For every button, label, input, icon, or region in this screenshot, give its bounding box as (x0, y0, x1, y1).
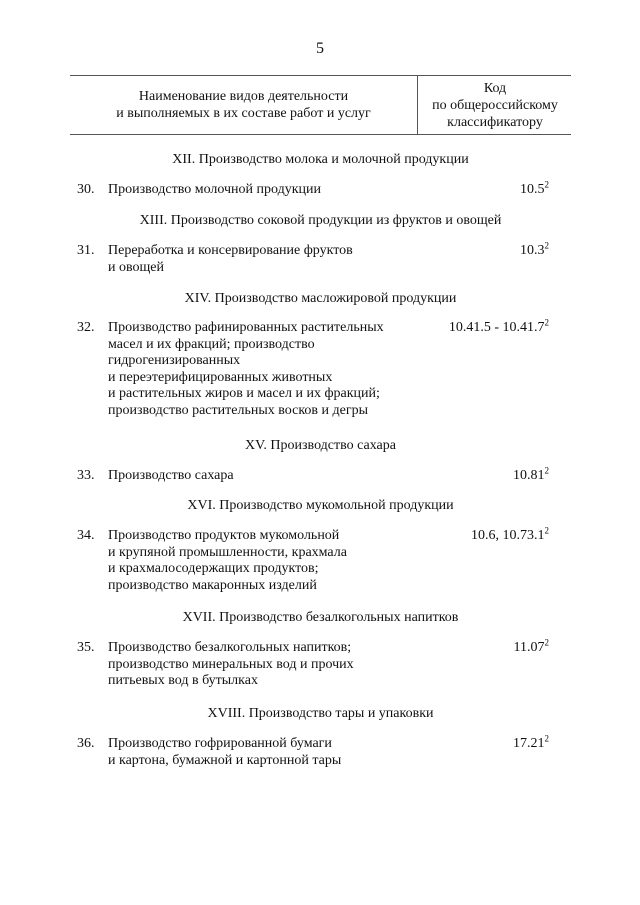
section-heading: XV. Производство сахара (245, 438, 396, 453)
row-code-value: 11.07 (513, 640, 545, 655)
row-code (520, 179, 549, 199)
row-code (513, 733, 549, 753)
section-heading: XIII. Производство соковой продукции из фруктов и овощей (139, 213, 502, 228)
row-code (513, 465, 549, 485)
header-classifier-code (417, 76, 572, 134)
row-number: 35. (77, 640, 95, 655)
header-activity-name-text: Наименование видов деятельности и выполняемых в их составе работ и услуг (116, 89, 371, 121)
row-code-footnote: 2 (544, 317, 549, 328)
table-header (70, 75, 571, 135)
row-description: Производство рафинированных растительных масел и их фракций; производство гидрогенизированных и переэтерифицированных животных и растительных жиров и масел и их фракций; производство растительных восков и дегры (108, 320, 384, 418)
row-code-footnote: 2 (544, 465, 549, 476)
section-heading: XVIII. Производство тары и упаковки (207, 706, 434, 721)
page-number: 5 (316, 40, 324, 57)
row-description: Производство продуктов мукомольной и крупяной промышленности, крахмала и крахмалосодержащих продуктов; производство макаронных изделий (108, 528, 347, 593)
row-number: 34. (77, 528, 95, 543)
row-code (520, 240, 549, 260)
row-code (471, 525, 549, 545)
header-activity-name (70, 76, 417, 134)
row-code-value: 10.5 (520, 182, 545, 197)
row-code-value: 10.6, 10.73.1 (471, 528, 545, 543)
row-number: 36. (77, 736, 95, 751)
section-heading: XVII. Производство безалкогольных напитков (182, 610, 459, 625)
row-number: 32. (77, 320, 95, 335)
row-description: Производство безалкогольных напитков; производство минеральных вод и прочих питьевых вод в бутылках (108, 640, 354, 688)
row-description: Производство гофрированной бумаги и картона, бумажной и картонной тары (108, 736, 342, 768)
section-heading: XII. Производство молока и молочной продукции (172, 152, 469, 167)
row-code (513, 637, 549, 657)
row-code-footnote: 2 (544, 525, 549, 536)
row-description: Производство молочной продукции (108, 182, 322, 197)
row-number: 33. (77, 468, 95, 483)
row-number: 31. (77, 243, 95, 258)
row-number: 30. (77, 182, 95, 197)
row-code-footnote: 2 (544, 637, 549, 648)
row-code (448, 317, 549, 337)
row-code-value: 17.21 (513, 736, 545, 751)
row-code-value: 10.81 (513, 468, 545, 483)
header-classifier-code-text: Код по общероссийскому классификатору (432, 80, 558, 130)
row-description: Производство сахара (108, 468, 234, 483)
section-heading: XIV. Производство масложировой продукции (184, 291, 457, 306)
row-code-footnote: 2 (544, 733, 549, 744)
row-code-value: 10.41.5 - 10.41.7 (448, 320, 545, 335)
row-code-footnote: 2 (544, 179, 549, 190)
row-code-value: 10.3 (520, 243, 545, 258)
row-code-footnote: 2 (544, 240, 549, 251)
section-heading: XVI. Производство мукомольной продукции (187, 498, 454, 513)
row-description: Переработка и консервирование фруктов и овощей (108, 243, 353, 275)
